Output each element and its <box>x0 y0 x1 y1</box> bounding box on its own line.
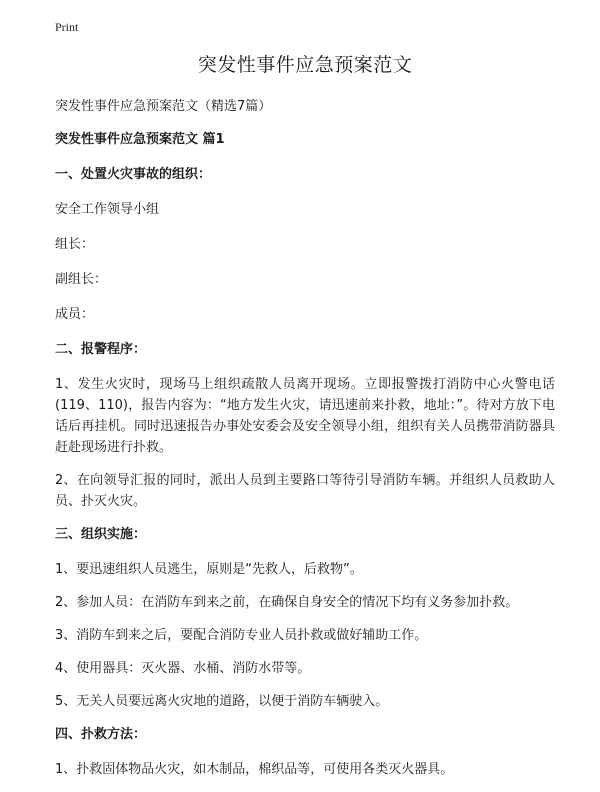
print-link[interactable]: Print <box>55 20 79 34</box>
heading-alarm: 二、报警程序： <box>55 342 147 357</box>
document-title: 突发性事件应急预案范文 <box>197 54 413 76</box>
document-subtitle: 突发性事件应急预案范文（精选7篇） <box>55 99 272 114</box>
implementation-item-2: 2、参加人员：在消防车到来之前，在确保自身安全的情况下均有义务参加扑救。 <box>55 595 519 610</box>
method-item-1: 1、扑救固体物品火灾，如木制品，棉织品等，可使用各类灭火器具。 <box>55 762 454 777</box>
implementation-item-4: 4、使用器具：灭火器、水桶、消防水带等。 <box>55 661 311 676</box>
alarm-paragraph-2: 2、在向领导汇报的同时，派出人员到主要路口等待引导消防车辆。并组织人员救助人员、扑灭火灾。 <box>55 473 555 509</box>
implementation-item-3: 3、消防车到来之后，要配合消防专业人员扑救或做好辅助工作。 <box>55 628 428 643</box>
implementation-item-1: 1、要迅速组织人员逃生，原则是“先救人，后救物”。 <box>55 562 363 577</box>
heading-implementation: 三、组织实施： <box>55 527 147 542</box>
heading-organization: 一、处置火灾事故的组织： <box>55 167 212 182</box>
alarm-paragraph-1: 1、发生火灾时，现场马上组织疏散人员离开现场。立即报警拨打消防中心火警电话(119、110)，报告内容为：“地方发生火灾，请迅速前来扑救，地址：”。待对方放下电话后再挂机。同时迅速报告办事处安委会及安全领导小组，组织有关人员携带消防器具赶赴现场进行扑救。 <box>55 377 555 455</box>
deputy-leader-line: 副组长： <box>55 272 108 287</box>
heading-methods: 四、扑救方法： <box>55 727 147 742</box>
org-group: 安全工作领导小组 <box>55 202 160 217</box>
document-body <box>55 52 555 792</box>
members-line: 成员： <box>55 307 95 322</box>
implementation-item-5: 5、无关人员要远离火灾地的道路，以便于消防车辆驶入。 <box>55 694 389 709</box>
leader-line: 组长： <box>55 237 95 252</box>
section-title: 突发性事件应急预案范文 篇1 <box>55 132 225 147</box>
